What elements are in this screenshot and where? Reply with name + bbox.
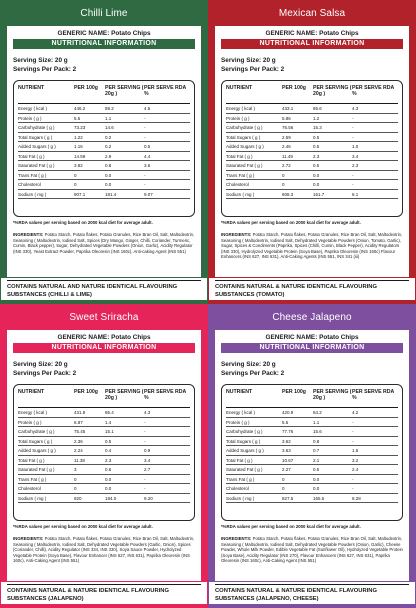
per-100g-value: 433.1 [282, 106, 294, 111]
table-body [226, 408, 398, 503]
per-serving-value: 14.6 [105, 125, 114, 130]
table-row [226, 475, 398, 485]
table-row [18, 104, 190, 114]
per-100g-value: 827.5 [282, 495, 294, 501]
header-rda: PER SERVE RDA % [352, 389, 395, 401]
per-serving-value: 0.5 [313, 163, 320, 168]
per-100g-value: 5.5 [282, 419, 289, 425]
rda-footnote: *%RDA values per serving based on 2000 kcal diet for average adult. [13, 524, 153, 529]
per-serving-value: 86.6 [313, 106, 322, 111]
rda-percent-value: 2.3 [352, 163, 359, 168]
table-row [18, 123, 190, 133]
panel-sweet-sriracha [0, 304, 208, 608]
serving-size: Serving Size: 20 g [13, 361, 68, 368]
rda-percent-value: 4.4 [144, 153, 151, 159]
per-serving-value: 0.0 [313, 182, 320, 187]
table-row [18, 437, 190, 447]
table-row [226, 171, 398, 181]
serving-size: Serving Size: 20 g [221, 361, 276, 368]
table-row [226, 484, 398, 494]
table-row [226, 152, 398, 162]
flavouring-text: CONTAINS NATURAL & NATURE IDENTICAL FLAVOURING SUBSTANCES (JALAPENO, CHEESE) [215, 584, 409, 603]
flavouring-box [208, 277, 416, 301]
nutrient-name: Total Fat ( g ) [226, 153, 253, 159]
nutrition-card [215, 330, 409, 601]
nutrient-name: Trans Fat ( g ) [226, 476, 255, 482]
nutrient-name: Total Fat ( g ) [18, 457, 45, 463]
rda-percent-value: - [352, 429, 354, 434]
nutrient-name: Total Sugars ( g ) [226, 438, 261, 444]
nutrition-table [221, 80, 403, 217]
serving-size: Serving Size: 20 g [13, 57, 68, 64]
nutrient-name: Protein ( g ) [18, 419, 42, 425]
per-serving-value: 0.5 [313, 467, 320, 472]
rda-percent-value: - [352, 134, 354, 140]
table-row [18, 456, 190, 466]
per-serving-value: 181.4 [105, 191, 117, 197]
per-100g-value: 0 [282, 182, 285, 187]
header-per-100g: PER 100g [74, 389, 98, 395]
per-100g-value: 0 [74, 182, 77, 187]
rda-percent-value: 3.6 [144, 163, 151, 168]
per-100g-value: 0 [74, 486, 77, 491]
per-100g-value: 1.22 [74, 134, 83, 140]
nutrient-name: Added Sugars ( g ) [226, 144, 264, 149]
per-serving-value: 15.1 [105, 429, 114, 434]
nutrient-name: Saturated Fat ( g ) [226, 467, 263, 472]
nutrient-name: Protein ( g ) [18, 115, 42, 121]
table-row [18, 152, 190, 162]
per-serving-value: 1.1 [313, 419, 320, 425]
ingredients [13, 232, 195, 254]
per-100g-value: 75.45 [74, 429, 86, 434]
flavour-title: Mexican Salsa [278, 8, 346, 19]
per-100g-value: 5.86 [282, 115, 291, 121]
per-100g-value: 446.2 [74, 106, 86, 111]
per-100g-value: 76.56 [282, 125, 294, 130]
rda-percent-value: - [144, 125, 146, 130]
rda-footnote: *%RDA values per serving based on 2000 kcal diet for average adult. [13, 220, 153, 225]
nutrient-name: Carbohydrate ( g ) [18, 125, 55, 130]
per-100g-value: 11.49 [282, 153, 293, 159]
header-rda: PER SERVE RDA % [144, 85, 187, 97]
flavouring-box [0, 581, 208, 605]
per-serving-value: 0.8 [105, 163, 112, 168]
nutrient-name: Added Sugars ( g ) [18, 144, 56, 149]
rda-percent-value: - [352, 419, 354, 425]
table-row [18, 190, 190, 200]
table-row [18, 142, 190, 152]
per-100g-value: 420.9 [282, 410, 294, 415]
table-row [226, 456, 398, 466]
per-100g-value: 11.38 [74, 457, 85, 463]
rda-percent-value: 4.2 [352, 410, 359, 415]
table-row [226, 494, 398, 504]
rda-percent-value: - [352, 115, 354, 121]
rda-percent-value: 1.5 [352, 448, 359, 453]
per-100g-value: 10.67 [282, 457, 294, 463]
nutrient-name: Trans Fat ( g ) [18, 476, 47, 482]
table-row [18, 161, 190, 171]
table-row [18, 133, 190, 143]
nutrient-name: Carbohydrate ( g ) [226, 125, 263, 130]
flavour-title: Cheese Jalapeno [272, 312, 352, 323]
header-per-100g: PER 100g [74, 85, 98, 91]
rda-percent-value: - [352, 172, 354, 178]
per-serving-value: 1.2 [313, 115, 320, 121]
ingredients-text: Potato Starch, Potato flakes, Potato Granules, Rice Bran Oil, Salt, Maltodextrin, Seasoning ( Maltodextrin, Iodised Salt, Dehydrated Vegetable Powders (Garlic, Onion), Spices (Coriander, Chilli), Acidity Regulator (INS 334, INS 330), Soya Sauce Powder, Hydrolyzed Vegetable Protein (Soya Base), Flavour Enhancer (INS 627, INS 631), Paprika Oleoresin (INS 160c), Anti-Caking Agent (INS 551) [13, 536, 195, 564]
table-row [18, 446, 190, 456]
table-row [226, 123, 398, 133]
rda-percent-value: 3.4 [352, 153, 359, 159]
ingredients-label: INGREDIENTS: [221, 536, 252, 541]
per-serving-value: 2.3 [313, 153, 320, 159]
per-100g-value: 3.82 [74, 163, 83, 168]
rda-percent-value: - [144, 172, 146, 178]
per-100g-value: 2.72 [282, 163, 291, 168]
per-100g-value: 3.63 [282, 448, 291, 453]
table-header [18, 84, 190, 104]
servings-per-pack: Servings Per Pack: 2 [13, 370, 77, 377]
flavouring-box [208, 581, 416, 605]
nutrition-heading: NUTRITIONAL INFORMATION [13, 39, 195, 49]
nutrition-card [7, 26, 201, 297]
rda-percent-value: - [144, 134, 146, 140]
table-row [226, 161, 398, 171]
ingredients [221, 232, 403, 260]
panel-chilli-lime [0, 0, 208, 304]
header-per-100g: PER 100g [282, 85, 306, 91]
table-header [18, 388, 190, 408]
nutrient-name: Sodium ( mg ) [226, 191, 255, 197]
per-serving-value: 1.1 [105, 115, 112, 121]
per-serving-value: 86.4 [105, 410, 114, 415]
rda-percent-value: 8.28 [352, 495, 361, 501]
per-serving-value: 0.0 [105, 182, 112, 187]
rda-percent-value: - [144, 486, 146, 491]
rda-percent-value: - [144, 115, 146, 121]
flavour-title: Sweet Sriracha [69, 312, 139, 323]
table-row [226, 133, 398, 143]
ingredients-label: INGREDIENTS: [13, 536, 44, 541]
per-serving-value: 0.0 [313, 172, 320, 178]
ingredients-label: INGREDIENTS: [13, 232, 44, 237]
per-serving-value: 2.1 [313, 457, 320, 463]
table-row [226, 446, 398, 456]
per-serving-value: 15.6 [313, 429, 322, 434]
rda-percent-value: - [144, 429, 146, 434]
rda-percent-value: 3.4 [144, 457, 151, 463]
nutrient-name: Saturated Fat ( g ) [18, 163, 55, 168]
nutrient-name: Cholesterol [226, 486, 249, 491]
nutrient-name: Energy ( kcal ) [18, 410, 48, 415]
per-serving-value: 184.0 [105, 495, 117, 501]
table-row [226, 142, 398, 152]
nutrition-heading: NUTRITIONAL INFORMATION [13, 343, 195, 353]
rda-percent-value: - [352, 182, 354, 187]
header-nutrient: NUTRIENT [226, 389, 253, 395]
ingredients-text: Potato Starch, Potato flakes, Potato Granules, Rice Bran Oil, Salt, Maltodextrin, Seasoning ( Maltodextrin, Iodised Salt, Spices (Dry Mango, Ginger, Chilli, Coriander, Turmeric, Cumin, Black pepper), Sugar, Dehydrated Vegetable Powders (Onion, Garlic), Acidity Regulator (INS 330), Yeast Extract Powder, Paprika Oleoresin (INS 160c), Anti-caking Agent (INS 551) [13, 232, 195, 254]
per-serving-value: 0.8 [313, 438, 320, 444]
per-100g-value: 3 [74, 467, 77, 472]
nutrient-name: Saturated Fat ( g ) [226, 163, 263, 168]
ingredients-text: Potato Starch, Potato flakes, Potato Granules, Rice Bran Oil, Salt, Maltodextrin, Seasoning ( Maltodextrin, Iodised Salt, Dehydrated Vegetable Powders (Onion, Tomato, Garlic), Sugar, Spices & Condiments (Paprika, Spices (Chilli, Cumin, Black Pepper), Acidity Regulators (INS 330), Hydrolyzed Vegetable Protein (Soya Base), Paprika Oleoresin (INS 160c) Flavour Enhancers (INS 627, INS 631), Anti-Caking Agents (INS 551, INS 341 (iii) [221, 232, 403, 260]
ingredients [221, 536, 403, 564]
table-row [18, 484, 190, 494]
per-100g-value: 6.87 [74, 419, 83, 425]
table-row [226, 427, 398, 437]
per-100g-value: 2.59 [282, 134, 291, 140]
per-100g-value: 14.59 [74, 153, 86, 159]
per-100g-value: 73.23 [74, 125, 86, 130]
table-row [18, 114, 190, 124]
rda-percent-value: 3.2 [352, 457, 359, 463]
panel-cheese-jalapeno [208, 304, 416, 608]
ingredients-text: Potato Starch, Potato flakes, Potato Granules, Rice Bran Oil, Salt, Maltodextrin, Seasoning ( Maltodextrin, Iodised Salt, Dehydrated Vegetable Powders (Onion, Garlic), Cheese Powder, Whole Milk Powder, Edible Vegetable Fat (Sunflower Oil), Hydrolyzed Vegetable Protein (Soya Base), Acidity Regulator (INS 270), Flavour Enhancers (INS 627, INS 631), Paprika Oleoresin (INS 160c), Anti-Caking Agent (INS 551) [221, 536, 403, 564]
rda-percent-value: 4.3 [144, 410, 151, 415]
per-serving-value: 0.7 [313, 448, 320, 453]
per-serving-value: 0.0 [105, 476, 112, 482]
ingredients-label: INGREDIENTS: [221, 232, 252, 237]
per-100g-value: 2.46 [282, 144, 291, 149]
nutrient-name: Sodium ( mg ) [226, 495, 255, 501]
flavouring-text: CONTAINS NATURAL & NATURE IDENTICAL FLAVOURING SUBSTANCES (TOMATO) [215, 280, 409, 299]
generic-name: GENERIC NAME: Potato Chips [57, 30, 151, 37]
rda-percent-value: 2.7 [144, 467, 151, 472]
nutrient-name: Trans Fat ( g ) [18, 172, 47, 178]
nutrient-name: Added Sugars ( g ) [18, 448, 56, 453]
per-100g-value: 0 [74, 172, 77, 178]
per-100g-value: 907.1 [74, 191, 86, 197]
header-per-serving: PER SERVING ( 20g ) [313, 85, 352, 97]
per-100g-value: 77.76 [282, 429, 294, 434]
servings-per-pack: Servings Per Pack: 2 [221, 66, 285, 73]
per-100g-value: 2.36 [74, 438, 83, 444]
header-per-100g: PER 100g [282, 389, 306, 395]
nutrient-name: Carbohydrate ( g ) [226, 429, 263, 434]
nutrition-table [13, 80, 195, 217]
per-100g-value: 0 [282, 172, 285, 178]
per-serving-value: 0.5 [105, 438, 112, 444]
per-serving-value: 0.2 [105, 144, 112, 149]
header-per-serving: PER SERVING ( 20g ) [105, 85, 144, 97]
flavouring-text: CONTAINS NATURAL AND NATURE IDENTICAL FLAVOURING SUBSTANCES (CHILLI & LIME) [7, 280, 201, 299]
nutrition-table [13, 384, 195, 521]
table-row [18, 494, 190, 504]
per-serving-value: 2.3 [105, 457, 112, 463]
per-serving-value: 2.9 [105, 153, 112, 159]
per-100g-value: 0 [282, 486, 285, 491]
per-serving-value: 165.5 [313, 495, 325, 501]
per-serving-value: 1.4 [105, 419, 112, 425]
per-100g-value: 920 [74, 495, 82, 501]
rda-percent-value: 0.5 [144, 144, 151, 149]
nutrient-name: Protein ( g ) [226, 115, 250, 121]
nutrient-name: Energy ( kcal ) [226, 410, 256, 415]
nutrient-name: Total Fat ( g ) [226, 457, 253, 463]
per-100g-value: 5.5 [74, 115, 81, 121]
rda-percent-value: 9.20 [144, 495, 153, 501]
nutrient-name: Cholesterol [18, 486, 41, 491]
per-serving-value: 84.2 [313, 410, 322, 415]
nutrient-name: Trans Fat ( g ) [226, 172, 255, 178]
nutrient-name: Total Fat ( g ) [18, 153, 45, 159]
rda-percent-value: 2.4 [352, 467, 359, 472]
per-serving-value: 0.0 [105, 486, 112, 491]
per-100g-value: 0 [74, 476, 77, 482]
per-100g-value: 0 [282, 476, 285, 482]
per-serving-value: 161.7 [313, 191, 325, 197]
rda-percent-value: - [352, 438, 354, 444]
nutrition-heading: NUTRITIONAL INFORMATION [221, 39, 403, 49]
per-serving-value: 0.0 [105, 172, 112, 178]
flavouring-box [0, 277, 208, 301]
table-row [18, 180, 190, 190]
nutrient-name: Sodium ( mg ) [18, 495, 47, 501]
rda-percent-value: - [352, 486, 354, 491]
flavouring-text: CONTAINS NATURAL & NATURE IDENTICAL FLAVOURING SUBSTANCES (JALAPENO) [7, 584, 201, 603]
ingredients [13, 536, 195, 564]
nutrient-name: Cholesterol [226, 182, 249, 187]
nutrient-name: Energy ( kcal ) [226, 106, 256, 111]
per-100g-value: 2.27 [282, 467, 291, 472]
generic-name: GENERIC NAME: Potato Chips [265, 334, 359, 341]
per-serving-value: 0.4 [105, 448, 112, 453]
rda-percent-value: - [352, 476, 354, 482]
table-header [226, 84, 398, 104]
per-serving-value: 0.0 [313, 486, 320, 491]
nutrient-name: Sodium ( mg ) [18, 191, 47, 197]
header-nutrient: NUTRIENT [226, 85, 253, 91]
per-100g-value: 431.8 [74, 410, 86, 415]
rda-percent-value: - [144, 438, 146, 444]
table-body [226, 104, 398, 199]
table-header [226, 388, 398, 408]
per-serving-value: 15.3 [313, 125, 322, 130]
table-row [226, 180, 398, 190]
generic-name: GENERIC NAME: Potato Chips [265, 30, 359, 37]
nutrition-card [7, 330, 201, 601]
per-serving-value: 0.5 [313, 134, 320, 140]
per-100g-value: 1.16 [74, 144, 83, 149]
nutrient-name: Carbohydrate ( g ) [18, 429, 55, 434]
per-serving-value: 0.2 [105, 134, 112, 140]
nutrient-name: Cholesterol [18, 182, 41, 187]
table-body [18, 104, 190, 199]
per-serving-value: 0.6 [105, 467, 112, 472]
header-nutrient: NUTRIENT [18, 85, 45, 91]
rda-percent-value: 8.1 [352, 191, 359, 197]
rda-percent-value: - [144, 182, 146, 187]
nutrient-name: Saturated Fat ( g ) [18, 467, 55, 472]
serving-size: Serving Size: 20 g [221, 57, 276, 64]
nutrition-card [215, 26, 409, 297]
rda-percent-value: 9.07 [144, 191, 153, 197]
per-serving-value: 89.2 [105, 106, 114, 111]
table-row [226, 190, 398, 200]
rda-footnote: *%RDA values per serving based on 2000 kcal diet for average adult. [221, 220, 361, 225]
rda-percent-value: 4.3 [352, 106, 359, 111]
per-100g-value: 3.62 [282, 438, 291, 444]
nutrient-name: Protein ( g ) [226, 419, 250, 425]
table-row [18, 475, 190, 485]
per-serving-value: 0.5 [313, 144, 320, 149]
table-body [18, 408, 190, 503]
rda-percent-value: 4.5 [144, 106, 151, 111]
rda-footnote: *%RDA values per serving based on 2000 kcal diet for average adult. [221, 524, 361, 529]
servings-per-pack: Servings Per Pack: 2 [13, 66, 77, 73]
rda-percent-value: - [144, 476, 146, 482]
rda-percent-value: 1.0 [352, 144, 359, 149]
nutrient-name: Total Sugars ( g ) [18, 134, 53, 140]
generic-name: GENERIC NAME: Potato Chips [57, 334, 151, 341]
flavour-title: Chilli Lime [80, 8, 128, 19]
nutrient-name: Added Sugars ( g ) [226, 448, 264, 453]
header-per-serving: PER SERVING ( 20g ) [313, 389, 352, 401]
table-row [18, 427, 190, 437]
table-row [18, 171, 190, 181]
per-serving-value: 0.0 [313, 476, 320, 482]
rda-percent-value: 0.9 [144, 448, 151, 453]
table-row [18, 408, 190, 418]
nutrition-table [221, 384, 403, 521]
table-row [226, 418, 398, 428]
nutrient-name: Energy ( kcal ) [18, 106, 48, 111]
nutrient-name: Total Sugars ( g ) [18, 438, 53, 444]
header-nutrient: NUTRIENT [18, 389, 45, 395]
per-100g-value: 808.3 [282, 191, 294, 197]
table-row [18, 418, 190, 428]
header-rda: PER SERVE RDA % [352, 85, 395, 97]
header-rda: PER SERVE RDA % [144, 389, 187, 401]
table-row [226, 465, 398, 475]
table-row [226, 437, 398, 447]
per-100g-value: 2.24 [74, 448, 83, 453]
table-row [226, 114, 398, 124]
panel-mexican-salsa [208, 0, 416, 304]
rda-percent-value: - [352, 125, 354, 130]
rda-percent-value: - [144, 419, 146, 425]
nutrition-heading: NUTRITIONAL INFORMATION [221, 343, 403, 353]
nutrient-name: Total Sugars ( g ) [226, 134, 261, 140]
table-row [18, 465, 190, 475]
table-row [226, 408, 398, 418]
servings-per-pack: Servings Per Pack: 2 [221, 370, 285, 377]
table-row [226, 104, 398, 114]
header-per-serving: PER SERVING ( 20g ) [105, 389, 144, 401]
